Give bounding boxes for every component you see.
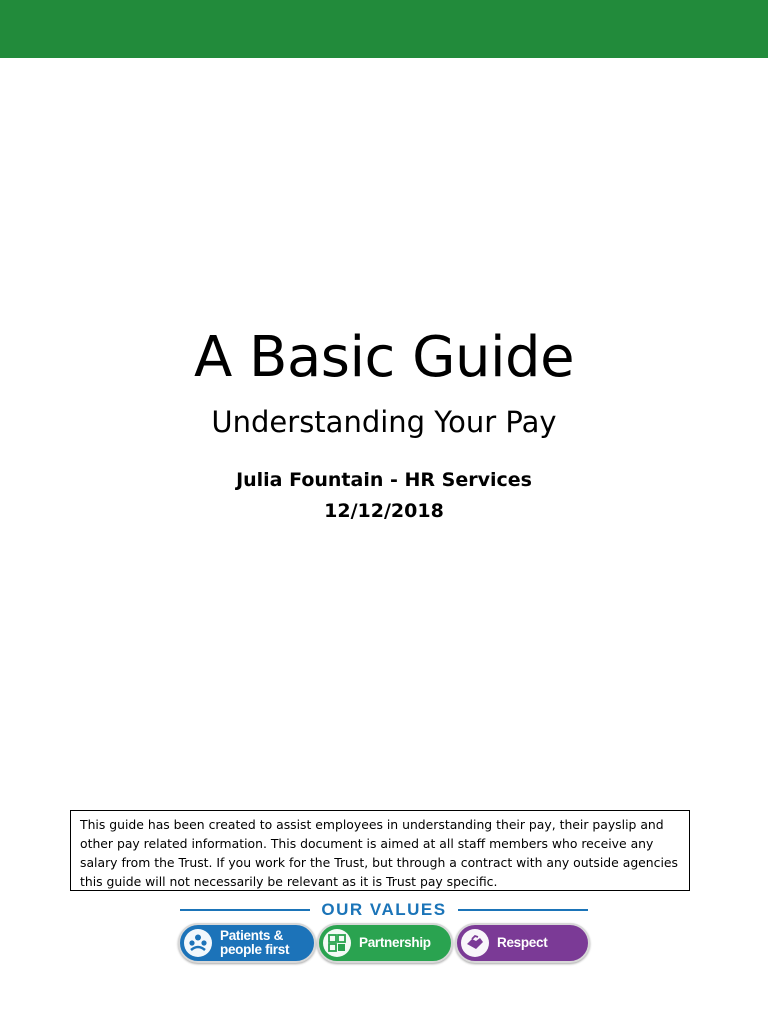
values-heading-text: OUR VALUES [315,900,452,919]
value-partnership [317,923,453,963]
document-subtitle: Understanding Your Pay [211,405,557,439]
value-label: Partnership [359,935,431,950]
value-label: Respect [497,935,548,950]
values-header [176,898,592,922]
intro-text-box [70,810,690,891]
value-patients-people-first [178,923,316,963]
document-author: Julia Fountain - HR Services [236,469,532,491]
our-values-banner [176,898,592,968]
handshake-icon [461,929,489,957]
people-icon [184,929,212,957]
values-heading [176,899,592,921]
header-band [0,0,768,58]
document-date: 12/12/2018 [324,500,444,522]
document-title: A Basic Guide [193,325,575,390]
value-respect [455,923,590,963]
value-label: Patients & people first [220,928,290,957]
puzzle-icon [323,929,351,957]
intro-text: This guide has been created to assist employees in understanding their pay, their payslip and other pay related information. This document is aimed at all staff members who receive any salary from the Trust. If you work for the Trust, but through a contract with any outside agencies this guide will not necessarily be relevant as it is Trust pay specific. [80,817,678,889]
